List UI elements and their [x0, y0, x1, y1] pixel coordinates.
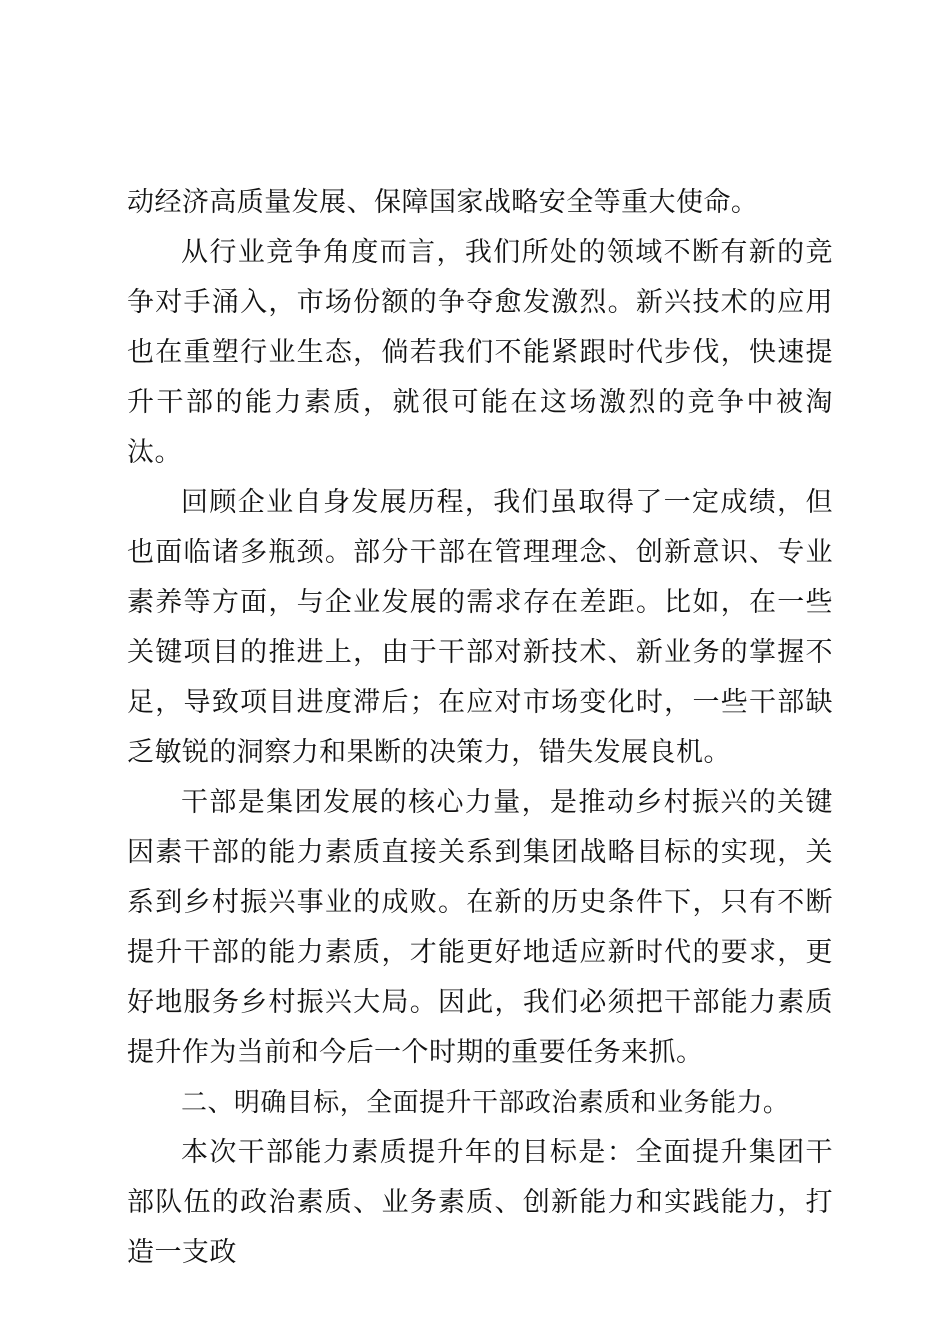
document-body [127, 178, 833, 1278]
paragraph-cadre-core-force: 干部是集团发展的核心力量，是推动乡村振兴的关键因素干部的能力素质直接关系到集团战略目标的实现，关系到乡村振兴事业的成败。在新的历史条件下，只有不断提升干部的能力素质，才能更好地适应新时代的要求，更好地服务乡村振兴大局。因此，我们必须把干部能力素质提升作为当前和今后一个时期的重要任务来抓。 [127, 787, 833, 1068]
paragraph-development-history: 回顾企业自身发展历程，我们虽取得了一定成绩，但也面临诸多瓶颈。部分干部在管理理念、创新意识、专业素养等方面，与企业发展的需求存在差距。比如，在一些关键项目的推进上，由于干部对新技术、新业务的掌握不足，导致项目进度滞后；在应对市场变化时，一些干部缺乏敏锐的洞察力和果断的决策力，错失发展良机。 [127, 487, 833, 768]
section-heading-goals: 二、明确目标，全面提升干部政治素质和业务能力。 [181, 1088, 790, 1118]
paragraph-industry-competition: 从行业竞争角度而言，我们所处的领域不断有新的竞争对手涌入，市场份额的争夺愈发激烈。新兴技术的应用也在重塑行业生态，倘若我们不能紧跟时代步伐，快速提升干部的能力素质，就很可能在这场激烈的竞争中被淘汰。 [127, 237, 833, 468]
paragraph-goal-statement: 本次干部能力素质提升年的目标是：全面提升集团干部队伍的政治素质、业务素质、创新能力和实践能力，打造一支政 [127, 1137, 833, 1268]
paragraph-continuation: 动经济高质量发展、保障国家战略安全等重大使命。 [127, 187, 759, 218]
